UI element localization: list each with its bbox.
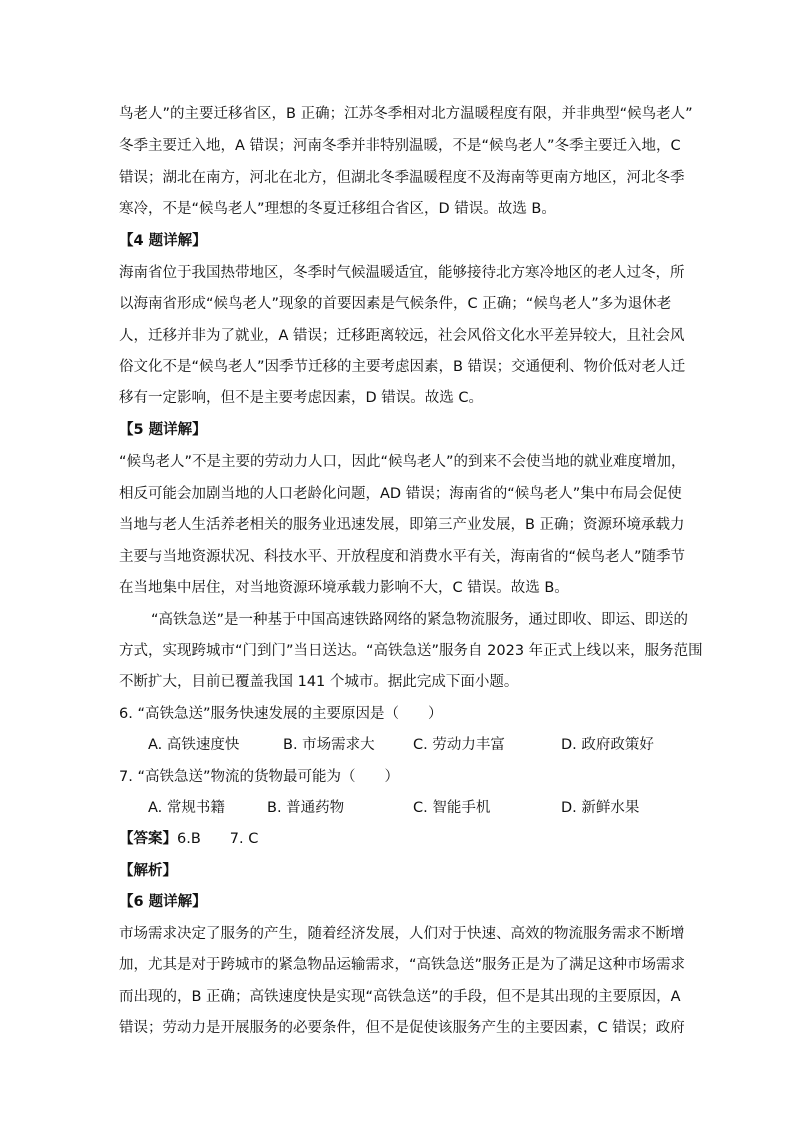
q7-option-c: C. 智能手机 bbox=[413, 800, 491, 816]
q4-heading: 【4 题详解】 bbox=[119, 233, 207, 249]
q7-option-d: D. 新鲜水果 bbox=[561, 800, 640, 816]
paragraph-line: 以海南省形成“候鸟老人”现象的首要因素是气候条件，C 正确；“候鸟老人”多为退休老 bbox=[119, 296, 672, 312]
paragraph-line: 俗文化不是“候鸟老人”因季节迁移的主要考虑因素，B 错误；交通便利、物价低对老人迁 bbox=[119, 359, 686, 375]
q5-heading: 【5 题详解】 bbox=[119, 422, 207, 438]
q6-stem: 6. “高铁急送”服务快速发展的主要原因是（ ） bbox=[119, 706, 443, 722]
q7-stem: 7. “高铁急送”物流的货物最可能为（ ） bbox=[119, 769, 399, 785]
paragraph-line: 人，迁移并非为了就业，A 错误；迁移距离较远，社会风俗文化水平差异较大，且社会风 bbox=[119, 328, 685, 344]
paragraph-line: 鸟老人”的主要迁移省区，B 正确；江苏冬季相对北方温暖程度有限，并非典型“候鸟老人” bbox=[119, 106, 693, 122]
paragraph-line: 而出现的，B 正确；高铁速度快是实现“高铁急送”的手段，但不是其出现的主要原因，A bbox=[119, 989, 681, 1005]
answer-label: 【答案】 bbox=[119, 831, 177, 847]
material-line: “高铁急送”是一种基于中国高速铁路网络的紧急物流服务，通过即收、即运、即送的 bbox=[151, 612, 689, 628]
paragraph-line: 冬季主要迁入地，A 错误；河南冬季并非特别温暖，不是“候鸟老人”冬季主要迁入地，C bbox=[119, 138, 681, 154]
q7-option-b: B. 普通药物 bbox=[267, 800, 345, 816]
paragraph-line: 寒冷，不是“候鸟老人”理想的冬夏迁移组合省区，D 错误。故选 B。 bbox=[119, 201, 556, 217]
analysis-heading: 【解析】 bbox=[119, 863, 177, 879]
answer-line bbox=[119, 829, 258, 849]
paragraph-line: 海南省位于我国热带地区，冬季时气候温暖适宜，能够接待北方寒冷地区的老人过冬，所 bbox=[119, 265, 685, 281]
q7-option-a: A. 常规书籍 bbox=[148, 800, 225, 816]
answer-text: 6.B 7. C bbox=[177, 831, 259, 847]
paragraph-line: 市场需求决定了服务的产生，随着经济发展，人们对于快速、高效的物流服务需求不断增 bbox=[119, 926, 685, 942]
paragraph-line: “候鸟老人”不是主要的劳动力人口，因此“候鸟老人”的到来不会使当地的就业难度增加， bbox=[119, 454, 686, 470]
paragraph-line: 相反可能会加剧当地的人口老龄化问题，AD 错误；海南省的“候鸟老人”集中布局会促使 bbox=[119, 486, 682, 502]
paragraph-line: 当地与老人生活养老相关的服务业迅速发展，即第三产业发展，B 正确；资源环境承载力 bbox=[119, 517, 685, 533]
paragraph-line: 主要与当地资源状况、科技水平、开放程度和消费水平有关，海南省的“候鸟老人”随季节 bbox=[119, 549, 686, 565]
material-line: 不断扩大，目前已覆盖我国 141 个城市。据此完成下面小题。 bbox=[119, 674, 519, 690]
q6-heading: 【6 题详解】 bbox=[119, 894, 207, 910]
q6-option-c: C. 劳动力丰富 bbox=[413, 737, 505, 753]
paragraph-line: 在当地集中居住，对当地资源环境承载力影响不大，C 错误。故选 B。 bbox=[119, 580, 569, 596]
paragraph-line: 加，尤其是对于跨城市的紧急物品运输需求，“高铁急送”服务正是为了满足这种市场需求 bbox=[119, 957, 686, 973]
paragraph-line: 错误；劳动力是开展服务的必要条件，但不是促使该服务产生的主要因素，C 错误；政府 bbox=[119, 1020, 685, 1036]
paragraph-line: 错误；湖北在南方，河北在北方，但湖北冬季温暖程度不及海南等更南方地区，河北冬季 bbox=[119, 170, 685, 186]
q6-option-d: D. 政府政策好 bbox=[561, 737, 654, 753]
material-line: 方式，实现跨城市“门到门”当日送达。“高铁急送”服务自 2023 年正式上线以来，服务范围 bbox=[119, 643, 703, 659]
q6-option-b: B. 市场需求大 bbox=[283, 737, 375, 753]
paragraph-line: 移有一定影响，但不是主要考虑因素，D 错误。故选 C。 bbox=[119, 390, 484, 406]
q6-option-a: A. 高铁速度快 bbox=[148, 737, 240, 753]
